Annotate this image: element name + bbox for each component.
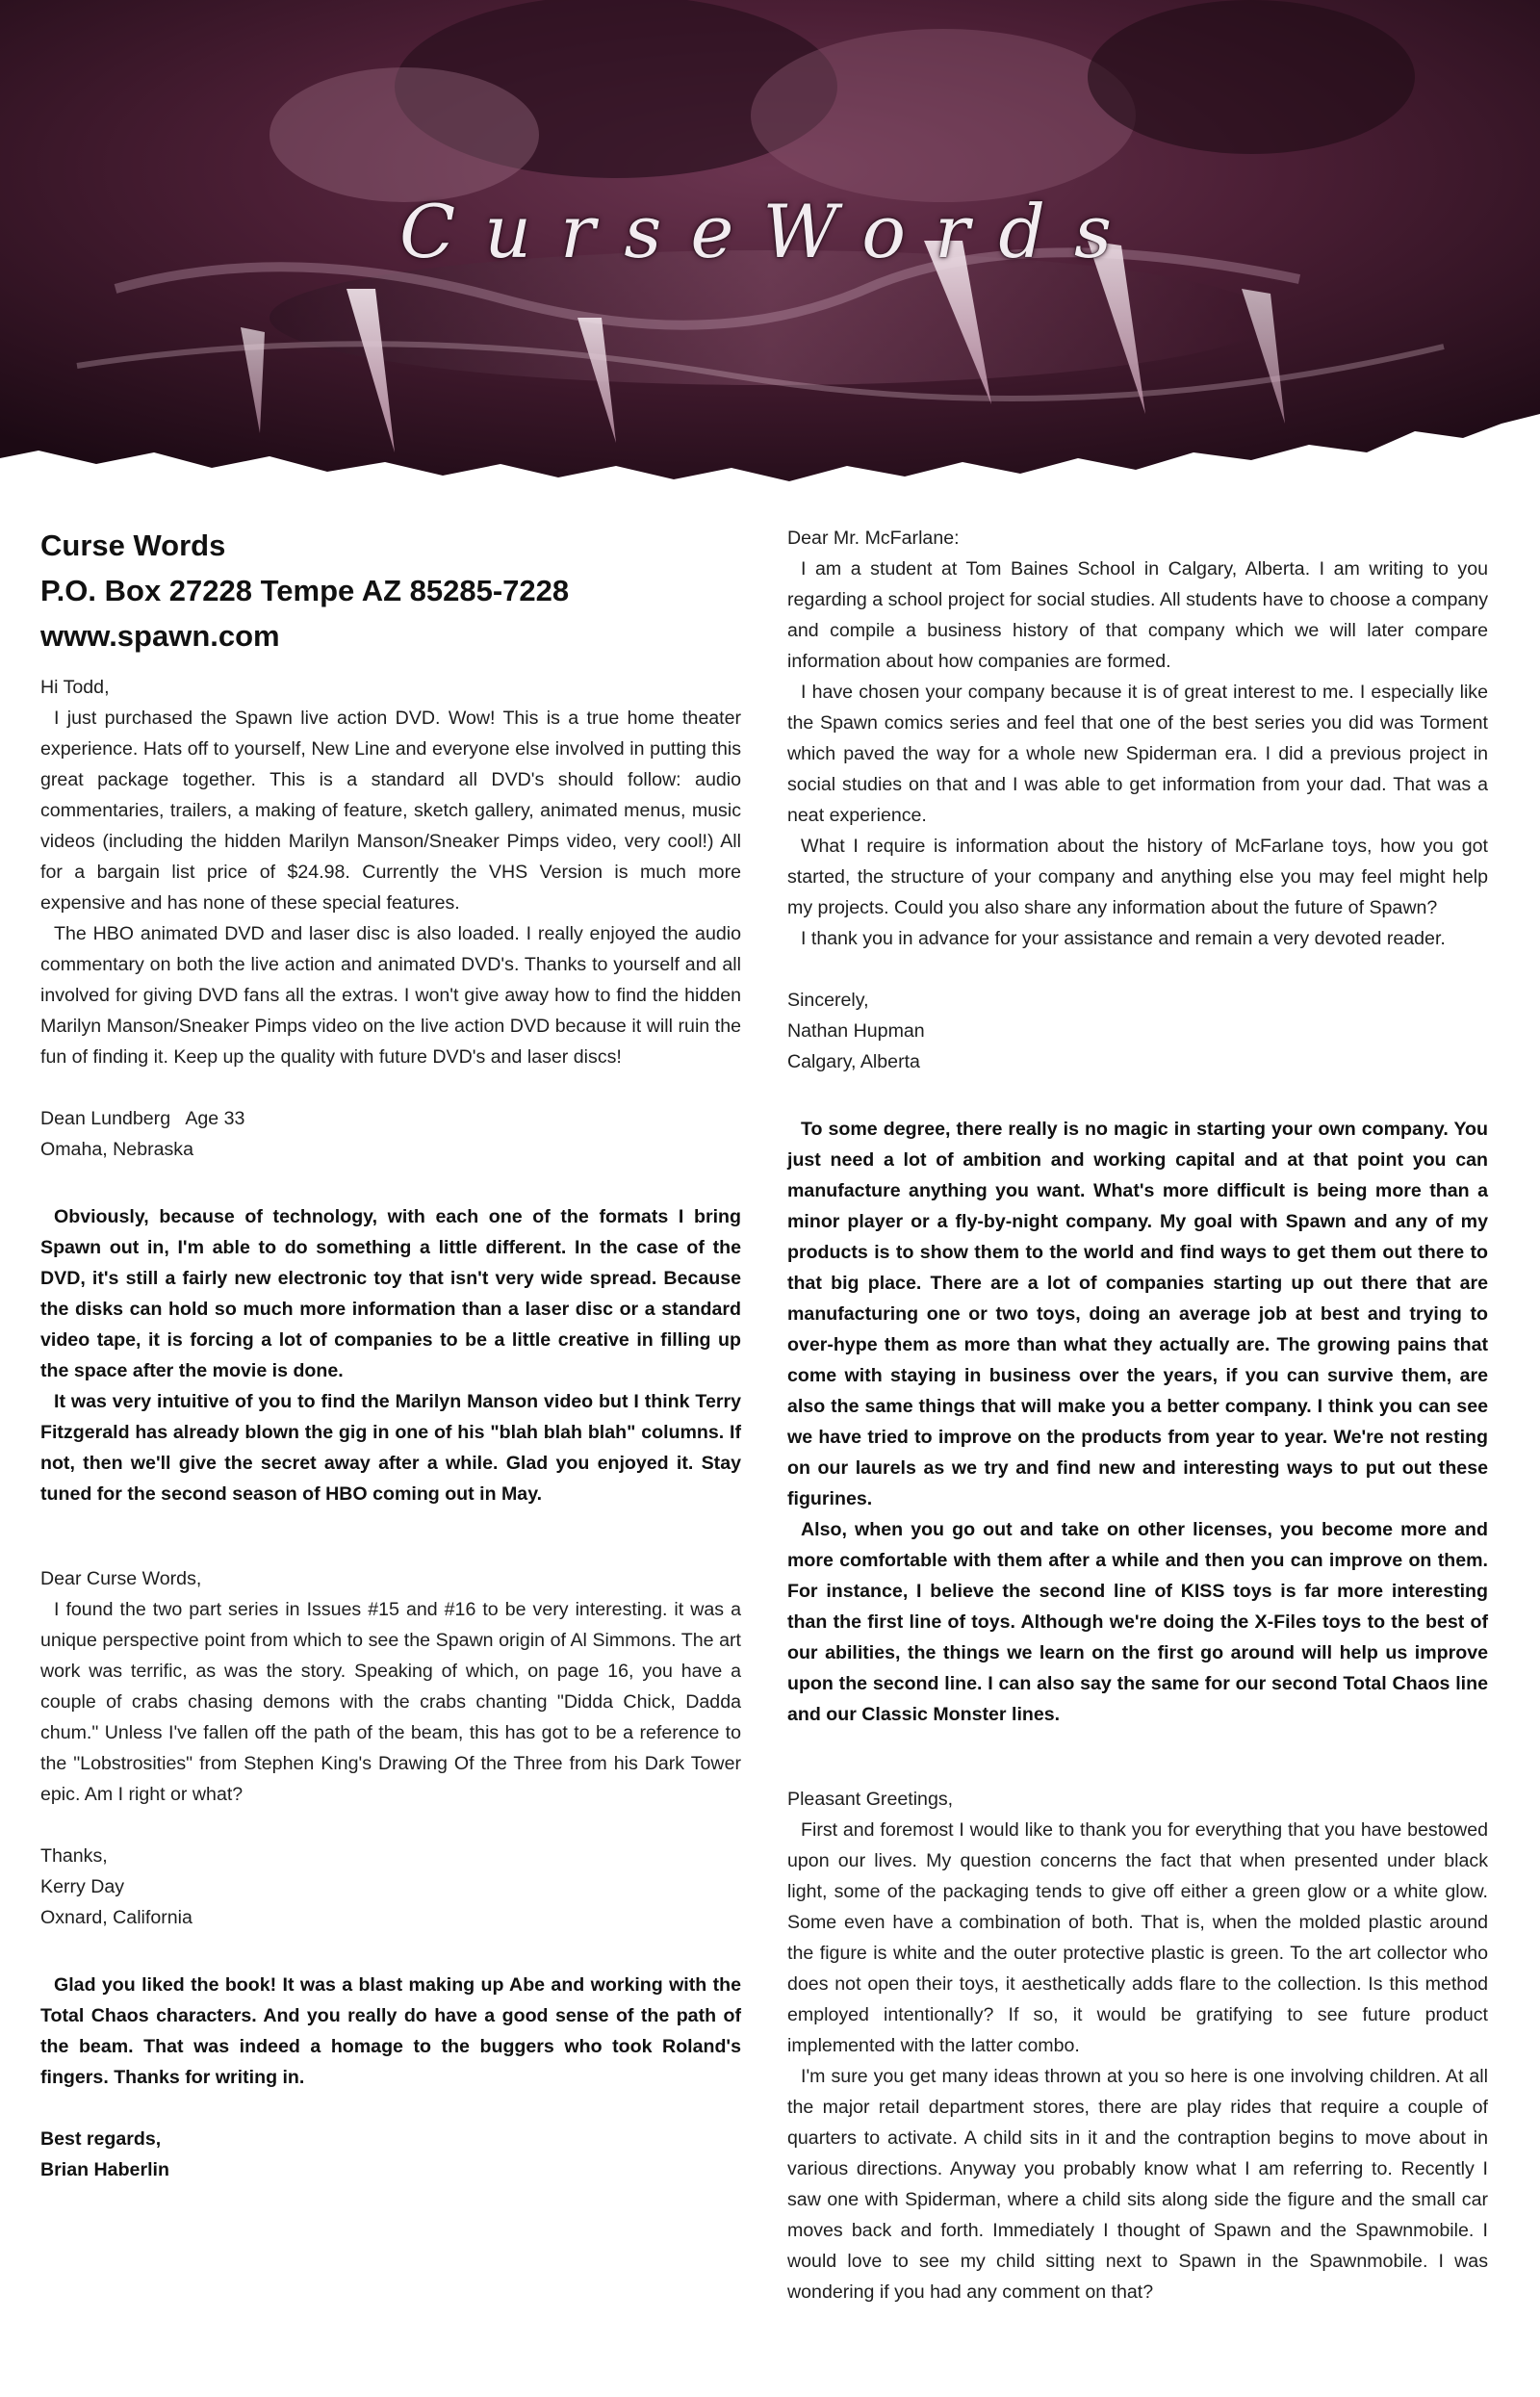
letter-salutation: Dear Mr. McFarlane: [787, 528, 960, 549]
letter-paragraph: I'm sure you get many ideas thrown at you so here is one involving children. At all the major retail department stores, there are play rides that require a couple of quarters to activate. A child sits in it and the contraption begins to move about in various directions. Anyway you probably know what I am referring to. Recently I saw one with Spiderman, where a child sits along side the figure and the small car moves back and forth. Immediately I thought of Spawn and the Spawnmobile. I would love to see my child sitting next to Spawn in the Spawnmobile. I was wondering if you had any comment on that? [787, 2066, 1488, 2303]
letter-paragraph: I just purchased the Spawn live action DVD. Wow! This is a true home theater experience. Hats off to yourself, New Line and everyone else involved in putting this great package together. This is a standard all DVD's should follow: audio commentaries, trailers, a making of feature, sketch gallery, animated menus, music videos (including the hidden Marilyn Manson/Sneaker Pimps video, very cool!) All for a bargain list price of $24.98. Currently the VHS Version is much more expensive and has none of these special features. [40, 708, 741, 914]
reply-paragraph: Glad you liked the book! It was a blast making up Abe and working with the Total Chaos characters. And you really do have a good sense of the path of the beam. That was indeed a homage to the buggers who took Roland's fingers. Thanks for writing in. [40, 1974, 741, 2088]
address-line-name: Curse Words [40, 528, 226, 562]
address-line-po-box: P.O. Box 27228 Tempe AZ 85285-7228 [40, 574, 570, 607]
reply-paragraph: Obviously, because of technology, with each one of the formats I bring Spawn out in, I'm able to do something a little different. In the case of the DVD, it's still a fairly new electronic toy that isn't very wide spread. Because the disks can hold so much more information than a laser disc or a standard video tape, it is forcing a lot of companies to be a little creative in filling up the space after the movie is done. [40, 1206, 741, 1381]
letter-paragraph: The HBO animated DVD and laser disc is also loaded. I really enjoyed the audio commentary on both the live action and animated DVD's. Thanks to yourself and all involved for giving DVD fans all the extras. I won't give away how to find the hidden Marilyn Manson/Sneaker Pimps video on the live action DVD because it will ruin the fun of finding it. Keep up the quality with future DVD's and laser discs! [40, 923, 741, 1068]
letter-paragraph: I found the two part series in Issues #15 and #16 to be very interesting. it was a unique perspective point from which to see the Spawn origin of Al Simmons. The art work was terrific, as was the story. Speaking of which, on page 16, you have a couple of crabs chasing demons with the crabs chanting "Didda Chick, Dadda chum." Unless I've fallen off the path of the beam, this has got to be a reference to the "Lobstrosities" from Stephen King's Drawing Of the Three from his Dark Tower epic. Am I right or what? [40, 1599, 741, 1805]
letter-signature-location: Omaha, Nebraska [40, 1139, 193, 1160]
masthead-title: CurseWords [398, 189, 1142, 274]
website-link: www.spawn.com [40, 619, 280, 653]
reply-closing: Best regards, [40, 2128, 162, 2150]
letter-closing: Thanks, [40, 1845, 108, 1867]
letter-paragraph: I am a student at Tom Baines School in Calgary, Alberta. I am writing to you regarding a school project for social studies. All students have to choose a company and compile a business history of that company which we will later compare information about how companies are formed. [787, 558, 1488, 672]
letter-signature-location: Calgary, Alberta [787, 1051, 920, 1072]
letter-paragraph: What I require is information about the history of McFarlane toys, how you got started, the structure of your company and anything else you may feel might help my projects. Could you also share any information about the future of Spawn? [787, 836, 1488, 918]
letter-signature-name: Dean Lundberg Age 33 [40, 1108, 245, 1129]
mailing-address [40, 523, 741, 658]
letter-paragraph: I have chosen your company because it is of great interest to me. I especially like the Spawn comics series and feel that one of the best series you did was Torment which paved the way for a whole new Spiderman era. I did a previous project in social studies on that and I was able to get information from your dad. That was a neat experience. [787, 682, 1488, 826]
reply-to-dean [40, 1201, 741, 1509]
letter-signature-name: Nathan Hupman [787, 1020, 925, 1042]
right-column [787, 523, 1488, 2307]
letter-signature-name: Kerry Day [40, 1876, 125, 1897]
letter-salutation: Dear Curse Words, [40, 1568, 202, 1589]
letter-paragraph: First and foremost I would like to thank you for everything that you have bestowed upon our lives. My question concerns the fact that when presented under black light, some of the packaging tends to give off either a green glow or a white glow. Some even have a combination of both. That is, when the molded plastic around the figure is white and the outer protective plastic is green. To the art collector who does not open their toys, it aesthetically adds flare to the collection. Is this method employed intentionally? If so, it would be gratifying to see future product implemented with the latter combo. [787, 1819, 1488, 2056]
left-column [40, 523, 741, 2185]
reply-signature-name: Brian Haberlin [40, 2159, 169, 2180]
letter-signature-location: Oxnard, California [40, 1907, 192, 1928]
letter-salutation: Hi Todd, [40, 677, 110, 698]
reply-to-nathan [787, 1114, 1488, 1730]
letter-paragraph: I thank you in advance for your assistance and remain a very devoted reader. [801, 928, 1446, 949]
letter-salutation: Pleasant Greetings, [787, 1789, 954, 1810]
letter-closing: Sincerely, [787, 990, 869, 1011]
reply-paragraph: Also, when you go out and take on other licenses, you become more and more comfortable with them after a while and then you can improve on them. For instance, I believe the second line of KISS toys is far more interesting than the first line of toys. Although we're doing the X-Files toys to the best of our abilities, the things we learn on the first go around will help us improve upon the second line. I can also say the same for our second Total Chaos line and our Classic Monster lines. [787, 1519, 1488, 1725]
reply-to-kerry [40, 1970, 741, 2185]
letter-dean-lundberg [40, 672, 741, 1165]
letter-nathan-hupman [787, 523, 1488, 1077]
reply-paragraph: It was very intuitive of you to find the Marilyn Manson video but I think Terry Fitzgerald has already blown the gig in one of his "blah blah blah" columns. If not, then we'll give the secret away after a while. Glad you enjoyed it. Stay tuned for the second season of HBO coming out in May. [40, 1391, 741, 1505]
masthead-artwork [0, 0, 1540, 520]
reply-paragraph: To some degree, there really is no magic in starting your own company. You just need a lot of ambition and working capital and at that point you can manufacture anything you want. What's more difficult is being more than a minor player or a fly-by-night company. My goal with Spawn and any of my products is to show them to the world and find ways to get them out there to that big place. There are a lot of companies starting up out there that are manufacturing one or two toys, doing an average job at best and trying to over-hype them as more than what they actually are. The growing pains that come with staying in business over the years, if you can survive them, are also the same things that will make you a better company. I think you can see we have tried to improve on the products from year to year. We're not resting on our laurels as we try and find new and interesting ways to put out these figurines. [787, 1119, 1488, 1509]
letter-kerry-day [40, 1563, 741, 1933]
letter-pleasant-greetings [787, 1784, 1488, 2307]
